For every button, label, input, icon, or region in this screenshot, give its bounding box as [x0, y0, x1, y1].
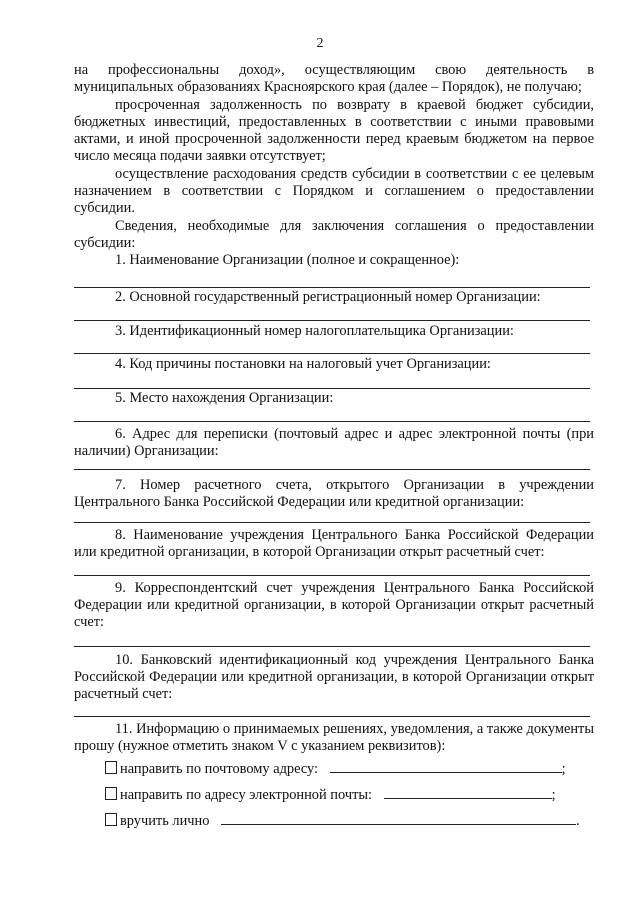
fill-line-7[interactable] [74, 522, 590, 523]
checkbox-postal[interactable] [105, 761, 117, 774]
option-in-person-label: вручить лично [120, 813, 210, 829]
option-postal-label: направить по почтовому адресу: [120, 761, 319, 777]
field-label-5: 5. Место нахождения Организации: [115, 390, 334, 406]
field-label-1: 1. Наименование Организации (полное и сокращенное): [115, 252, 460, 268]
checkbox-in-person[interactable] [105, 813, 117, 826]
field-label-2: 2. Основной государственный регистрационный номер Организации: [115, 289, 541, 305]
field-label-6: 6. Адрес для переписки (почтовый адрес и адрес электронной почты (при наличии) Организации: [74, 426, 594, 459]
field-label-10: 10. Банковский идентификационный код учреждения Центрального Банка Российской Федерации или кредитной организации, в которой Организации открыт расчетный счет: [74, 652, 594, 702]
fill-line-9[interactable] [74, 646, 590, 647]
field-label-8: 8. Наименование учреждения Центрального Банка Российской Федерации или кредитной организации, в которой Организации открыт расчетный счет: [74, 527, 594, 560]
option-email [105, 786, 590, 804]
fill-line-4[interactable] [74, 388, 590, 389]
fill-line-in-person[interactable] [221, 812, 576, 825]
fill-line-1[interactable] [74, 287, 590, 288]
option-in-person-end: . [576, 813, 580, 829]
field-label-11: 11. Информацию о принимаемых решениях, уведомления, а также документы прошу (нужное отметить знаком V с указанием реквизитов): [74, 721, 594, 754]
field-label-3: 3. Идентификационный номер налогоплательщика Организации: [115, 323, 514, 339]
fill-line-6[interactable] [74, 469, 590, 470]
checkbox-email[interactable] [105, 787, 117, 800]
field-label-4: 4. Код причины постановки на налоговый учет Организации: [115, 356, 491, 372]
fill-line-10[interactable] [74, 716, 590, 717]
fill-line-5[interactable] [74, 421, 590, 422]
fill-line-8[interactable] [74, 575, 590, 576]
option-email-end: ; [551, 787, 556, 803]
fill-line-email[interactable] [384, 786, 552, 799]
page-number: 2 [316, 36, 324, 51]
fill-line-3[interactable] [74, 353, 590, 354]
fill-line-2[interactable] [74, 320, 590, 321]
option-in-person [105, 812, 590, 830]
paragraph-info-intro: Сведения, необходимые для заключения соглашения о предоставлении субсидии: [74, 218, 594, 251]
paragraph-spending: осуществление расходования средств субсидии в соответствии с ее целевым назначением в соответствии с Порядком и соглашением о предоставлении субсидии. [74, 166, 594, 216]
option-email-label: направить по адресу электронной почты: [120, 787, 373, 803]
paragraph-continuation: на профессиональны доход», осуществляющим свою деятельность в муниципальных образованиях Красноярского края (далее – Порядок), не получаю; [74, 62, 594, 95]
option-postal [105, 760, 590, 778]
option-postal-end: ; [561, 761, 566, 777]
paragraph-debt: просроченная задолженность по возврату в краевой бюджет субсидии, бюджетных инвестиций, предоставленных в соответствии с иными правовыми актами, и иной просроченной задолженности перед краевым бюджетом на первое число месяца подачи заявки отсутствует; [74, 97, 594, 164]
field-label-7: 7. Номер расчетного счета, открытого Организации в учреждении Центрального Банка Российской Федерации или кредитной организации: [74, 477, 594, 510]
field-label-9: 9. Корреспондентский счет учреждения Центрального Банка Российской Федерации или кредитной организации, в которой Организации открыт расчетный счет: [74, 580, 594, 630]
fill-line-postal[interactable] [330, 760, 562, 773]
